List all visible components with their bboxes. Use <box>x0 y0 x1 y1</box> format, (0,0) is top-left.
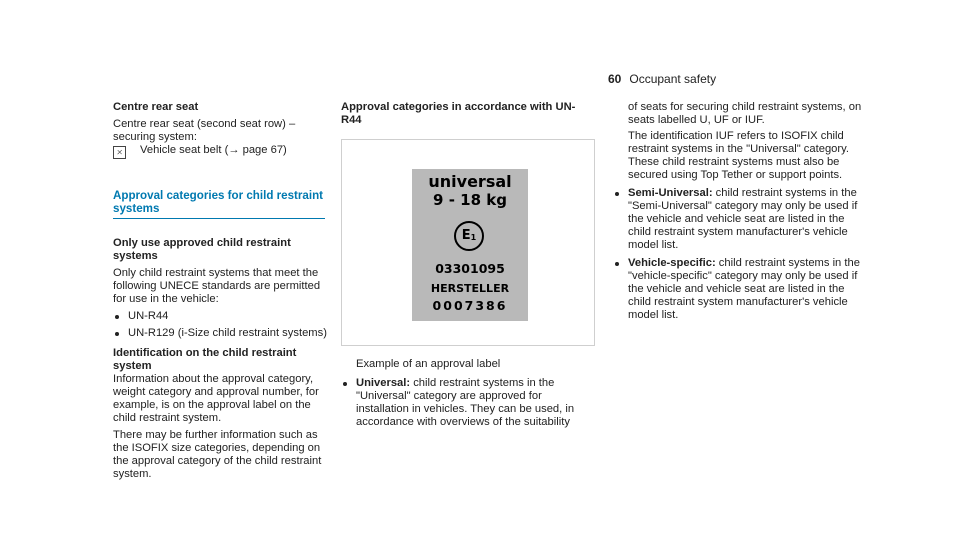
list-item <box>613 187 863 252</box>
un-r44-heading: Approval categories in accordance with UN-R44 <box>341 101 576 126</box>
approval-section-heading <box>113 189 328 219</box>
label-approval-number: 03301095 <box>435 261 505 276</box>
label-weight: 9 - 18 kg <box>433 191 507 209</box>
identification-heading: Identification on the child restraint system <box>113 347 297 372</box>
list-item: UN-R129 (i-Size child restraint systems) <box>113 327 328 340</box>
heading-rule <box>113 218 325 219</box>
centre-rear-seat-heading: Centre rear seat <box>113 101 199 113</box>
column-middle <box>341 101 595 429</box>
approval-label-figure <box>341 139 595 346</box>
e-mark-icon <box>454 221 484 251</box>
identification-text: Information about the approval category, weight category and approval number, for example, is on the approval label on the child restraint system. <box>113 373 319 424</box>
universal-list <box>341 377 595 429</box>
vehicle-specific-text: child restraint systems in the "vehicle-specific" category may only be used if the vehicle and vehicle seat are listed in the child restraint system manufacturer's vehicle model list. <box>628 257 860 321</box>
seat-belt-text: Vehicle seat belt (→ page 67) <box>140 144 287 156</box>
list-item <box>341 377 595 429</box>
section-title: Occupant safety <box>629 72 717 86</box>
list-item: UN-R44 <box>113 310 328 323</box>
page-header <box>608 72 716 86</box>
semi-universal-term: Semi-Universal: <box>628 187 713 199</box>
only-approved-heading: Only use approved child restraint systems <box>113 237 291 262</box>
label-serial: 0007386 <box>432 298 508 313</box>
universal-text: child restraint systems in the "Universal" category are approved for installation in vehicles. They can be used, in accordance with overviews of the suitability <box>356 377 575 428</box>
approval-label <box>412 169 528 321</box>
column-right <box>628 101 863 322</box>
only-approved-text: Only child restraint systems that meet the following UNECE standards are permitted for use in the vehicle: <box>113 267 321 305</box>
e-mark-number: 1 <box>470 233 477 242</box>
figure-caption: Example of an approval label <box>356 358 501 370</box>
label-manufacturer: HERSTELLER <box>430 282 510 295</box>
seat-belt-row <box>113 144 328 159</box>
label-category: universal <box>428 172 512 191</box>
approval-heading: Approval categories for child restraint systems <box>113 189 324 215</box>
universal-term: Universal: <box>356 377 411 389</box>
vehicle-specific-term: Vehicle-specific: <box>628 257 716 269</box>
semi-universal-text: child restraint systems in the "Semi-Universal" category may only be used if the vehicle and vehicle seat are listed in the child restraint system manufacturer's vehicle model list. <box>628 187 858 251</box>
continued-text: of seats for securing child restraint systems, on seats labelled U, UF or IUF. <box>628 101 862 126</box>
category-list <box>613 187 863 322</box>
iuf-text: The identification IUF refers to ISOFIX child restraint systems in the "Universal" category. These child restraint systems must also be secured using Top Tether or support points. <box>628 130 849 181</box>
list-item <box>613 257 863 322</box>
centre-rear-seat-text: Centre rear seat (second seat row) – securing system: <box>113 118 296 143</box>
page-number: 60 <box>608 72 622 86</box>
seat-belt-icon: 🞩 <box>113 146 126 159</box>
standards-list <box>113 310 328 340</box>
further-info-text: There may be further information such as the ISOFIX size categories, depending on the approval category of the child restraint system. <box>113 429 322 480</box>
column-left <box>113 101 328 481</box>
e-mark-letter: E <box>461 228 471 243</box>
